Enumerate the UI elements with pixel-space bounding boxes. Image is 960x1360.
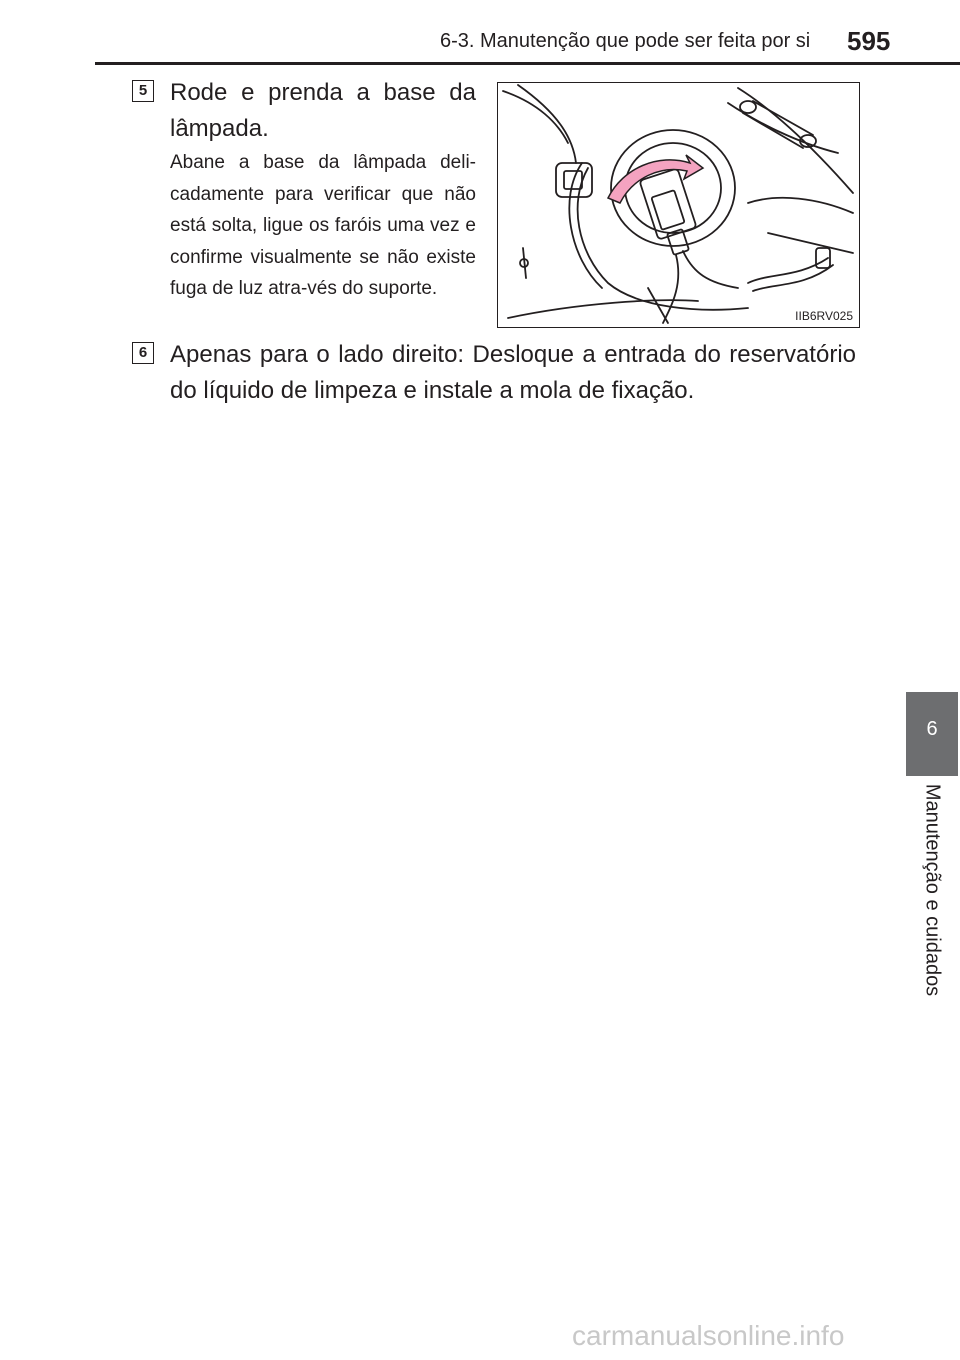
step-instruction: Apenas para o lado direito: Desloque a entrada do reservatório do líquido de limpeza e instale a mola de fixação.	[170, 341, 856, 404]
bulb-socket-rotate-icon	[498, 83, 858, 326]
section-title: 6-3. Manutenção que pode ser feita por si	[440, 30, 811, 52]
chapter-title: Manutenção e cuidados	[921, 783, 944, 997]
step-number-badge: 5	[132, 80, 154, 102]
step-note: Abane a base da lâmpada deli-cadamente para verificar que não está solta, ligue os faróis uma vez e confirme visualmente se não existe fuga de luz atra-vés do suporte.	[170, 152, 476, 299]
step-instruction: Rode e prenda a base da lâmpada.	[170, 79, 476, 142]
page-number: 595	[847, 26, 891, 56]
watermark: carmanualsonline.info	[572, 1320, 845, 1351]
step-number-badge: 6	[132, 342, 154, 364]
figure-code: IIB6RV025	[795, 309, 853, 323]
header-divider	[95, 62, 960, 65]
bulb-socket-illustration	[497, 82, 860, 328]
chapter-number: 6	[926, 718, 938, 740]
